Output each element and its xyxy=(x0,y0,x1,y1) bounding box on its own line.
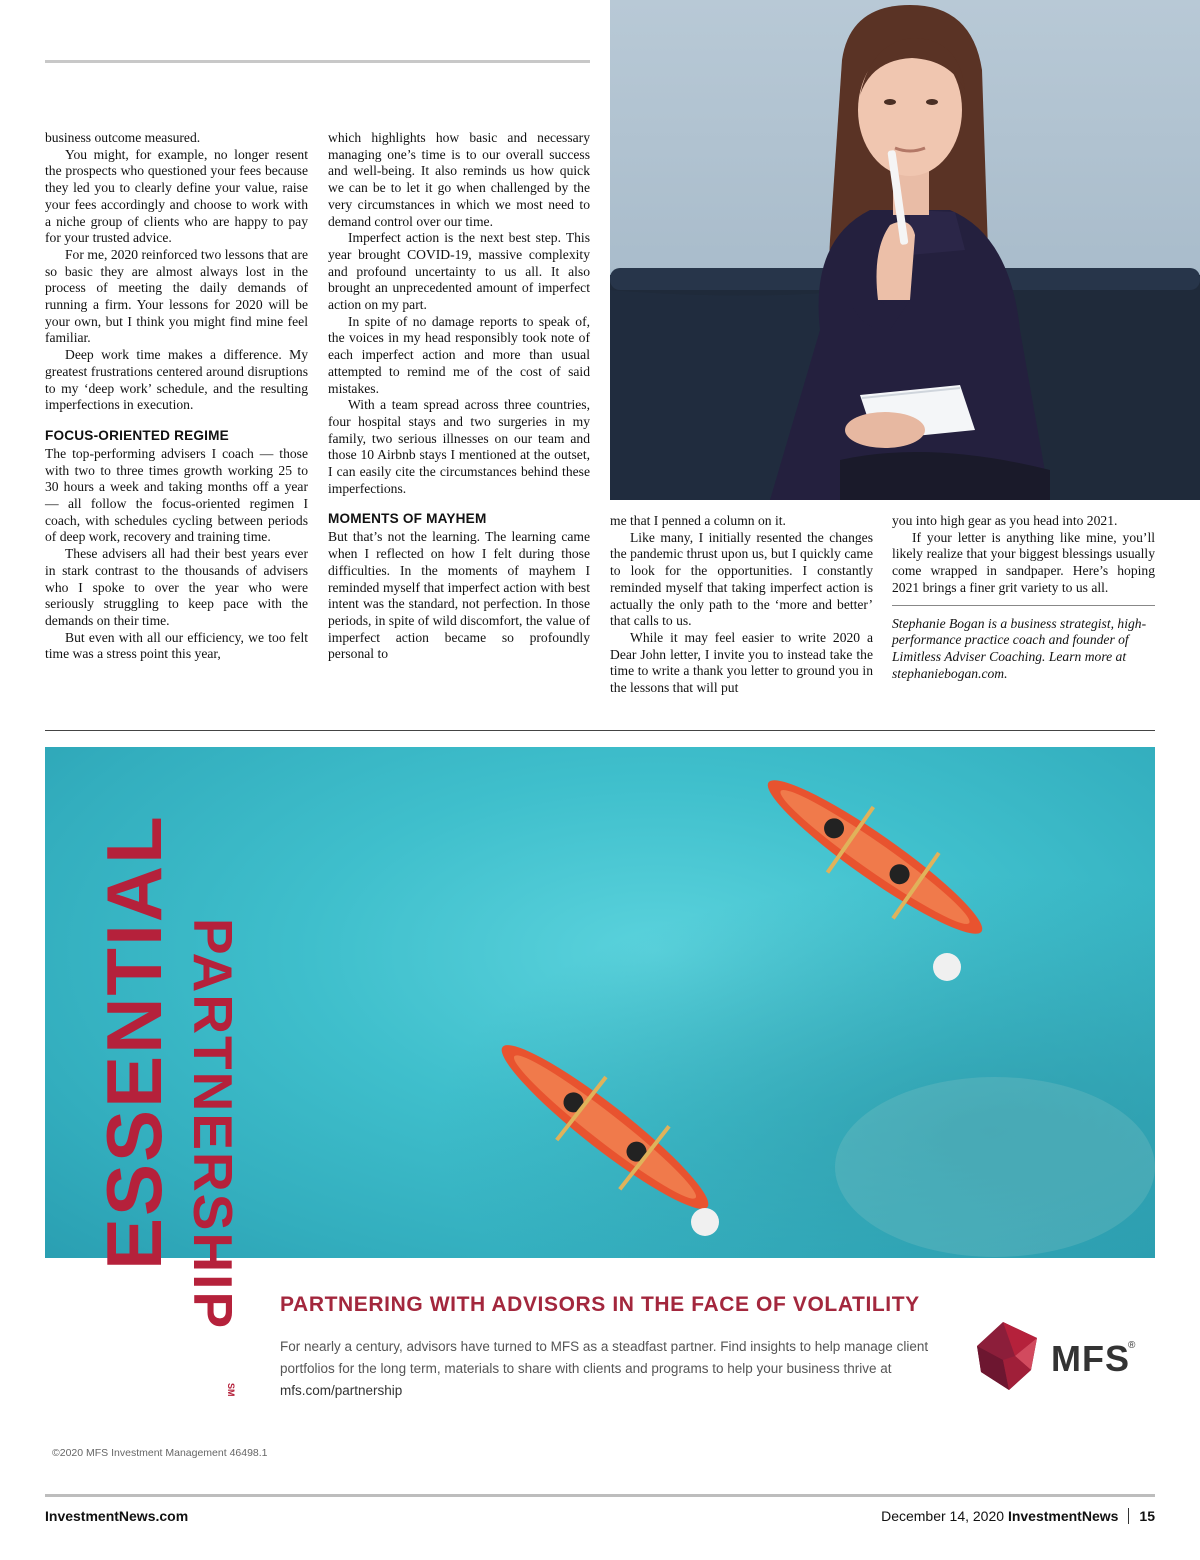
ad-headline: PARTNERING WITH ADVISORS IN THE FACE OF VOLATILITY xyxy=(280,1293,920,1316)
footer-publication: InvestmentNews xyxy=(1007,1508,1119,1524)
ad-service-mark: SM xyxy=(226,1383,236,1397)
bio-divider xyxy=(892,605,1155,606)
article-column-1 xyxy=(45,130,308,663)
ad-link[interactable]: mfs.com/partnership xyxy=(280,1383,403,1398)
article-photo xyxy=(610,0,1200,500)
footer-date: December 14, 2020 xyxy=(881,1508,1005,1524)
footer-folio xyxy=(881,1508,1155,1524)
article-column-3 xyxy=(610,513,873,697)
registered-mark: ® xyxy=(1128,1340,1136,1351)
paragraph: For me, 2020 reinforced two lessons that are so basic they are almost always lost in the process of meeting the daily demands of running a firm. Your lessons for 2020 will be your own, but I think you might find mine feel familiar. xyxy=(45,246,308,346)
ad-copyright: ©2020 MFS Investment Management 46498.1 xyxy=(52,1447,268,1459)
ad-vertical-word-essential: ESSENTIAL xyxy=(90,814,178,1270)
article-column-4 xyxy=(892,513,1155,682)
paragraph: which highlights how basic and necessary managing one’s time is to our overall success and well-being. It also reminds us how quick we can be to let it go when challenged by the very circumstances in which we most need to demand control over our time. xyxy=(328,130,590,229)
paragraph: But even with all our efficiency, we too felt time was a stress point this year, xyxy=(45,629,308,662)
author-bio: Stephanie Bogan is a business strategist, high-performance practice coach and founder of Limitless Adviser Coaching. Learn more at stephaniebogan.com. xyxy=(892,615,1147,681)
paragraph: If your letter is anything like mine, you’ll likely realize that your biggest blessings usually come wrapped in sandpaper. Here’s hoping 2021 brings a finer grit variety to us all. xyxy=(892,529,1155,595)
mfs-logo-text: MFS xyxy=(1051,1338,1130,1379)
mfs-logo-mark-icon xyxy=(975,1320,1045,1392)
paragraph: Deep work time makes a difference. My greatest frustrations centered around disruptions to my ‘deep work’ schedule, and the resulting imperfections in execution. xyxy=(45,347,308,413)
footer-site[interactable]: InvestmentNews.com xyxy=(45,1508,189,1524)
top-rule xyxy=(45,60,590,63)
paragraph: But that’s not the learning. The learning came when I reflected on how I felt during those difficulties. In the moments of mayhem I reminded myself that imperfect action with best intent was the standard, not perfection. In those periods, in spite of wild discomfort, the value of imperfect action became so profoundly personal to xyxy=(328,529,591,662)
paragraph: In spite of no damage reports to speak of, the voices in my head responsibly took note of each imperfect action and more than usual attempted to remind me of the cost of said mistakes. xyxy=(328,313,590,396)
paragraph: me that I penned a column on it. xyxy=(610,513,786,528)
footer-rule xyxy=(45,1494,1155,1497)
paragraph: You might, for example, no longer resent the prospects who questioned your fees because they led you to clearly define your value, raise your fees accordingly and choose to work with a niche group of clients who are happy to pay for your trusted advice. xyxy=(45,146,308,246)
paragraph: While it may feel easier to write 2020 a Dear John letter, I invite you to instead take the time to write a thank you letter to ground you in the lessons that will put xyxy=(610,629,873,696)
paragraph: These advisers all had their best years ever in stark contrast to the thousands of advisers who I spoke to over the year who were seriously struggling to keep pace with the demands on their time. xyxy=(45,546,308,628)
ad-body-copy: For nearly a century, advisors have turned to MFS as a steadfast partner. Find insights to help manage client portfolios for the long term, materials to share with clients and programs to help your business thrive at xyxy=(280,1339,929,1376)
paragraph: With a team spread across three countries, four hospital stays and two surgeries in my family, two serious illnesses on our team and those 10 Airbnb stays I mentioned at the outset, I can easily cite the circumstances behind these imperfections. xyxy=(328,397,590,496)
ad-body-text xyxy=(280,1336,930,1402)
section-heading: FOCUS-ORIENTED REGIME xyxy=(45,427,229,443)
paragraph: you into high gear as you head into 2021. xyxy=(892,513,1118,528)
page-number: 15 xyxy=(1139,1508,1155,1524)
paragraph: The top-performing advisers I coach — those with two to three times growth working 25 to 30 hours a week and taking months off a year — all follow the focus-oriented regimen I coach, with schedules cycling between periods of deep work, recovery and training time. xyxy=(45,445,308,545)
paragraph: Like many, I initially resented the changes the pandemic thrust upon us, but I quickly came to look for the opportunities. I constantly reminded myself that taking imperfect action is actually the only path to the ‘more and better’ that calls to us. xyxy=(610,529,873,629)
article-column-2 xyxy=(328,130,590,663)
woman-thinking-illustration xyxy=(610,0,1200,500)
paragraph: business outcome measured. xyxy=(45,130,201,145)
section-divider xyxy=(45,730,1155,731)
footer-separator xyxy=(1128,1508,1129,1524)
mfs-logo xyxy=(975,1318,1155,1398)
paragraph: Imperfect action is the next best step. This year brought COVID-19, massive complexity and profound uncertainty to us all. It also brought an unprecedented amount of imperfect action on my part. xyxy=(328,230,590,313)
section-heading: MOMENTS OF MAYHEM xyxy=(328,511,487,527)
ad-vertical-word-partnership: PARTNERSHIP xyxy=(182,918,244,1331)
